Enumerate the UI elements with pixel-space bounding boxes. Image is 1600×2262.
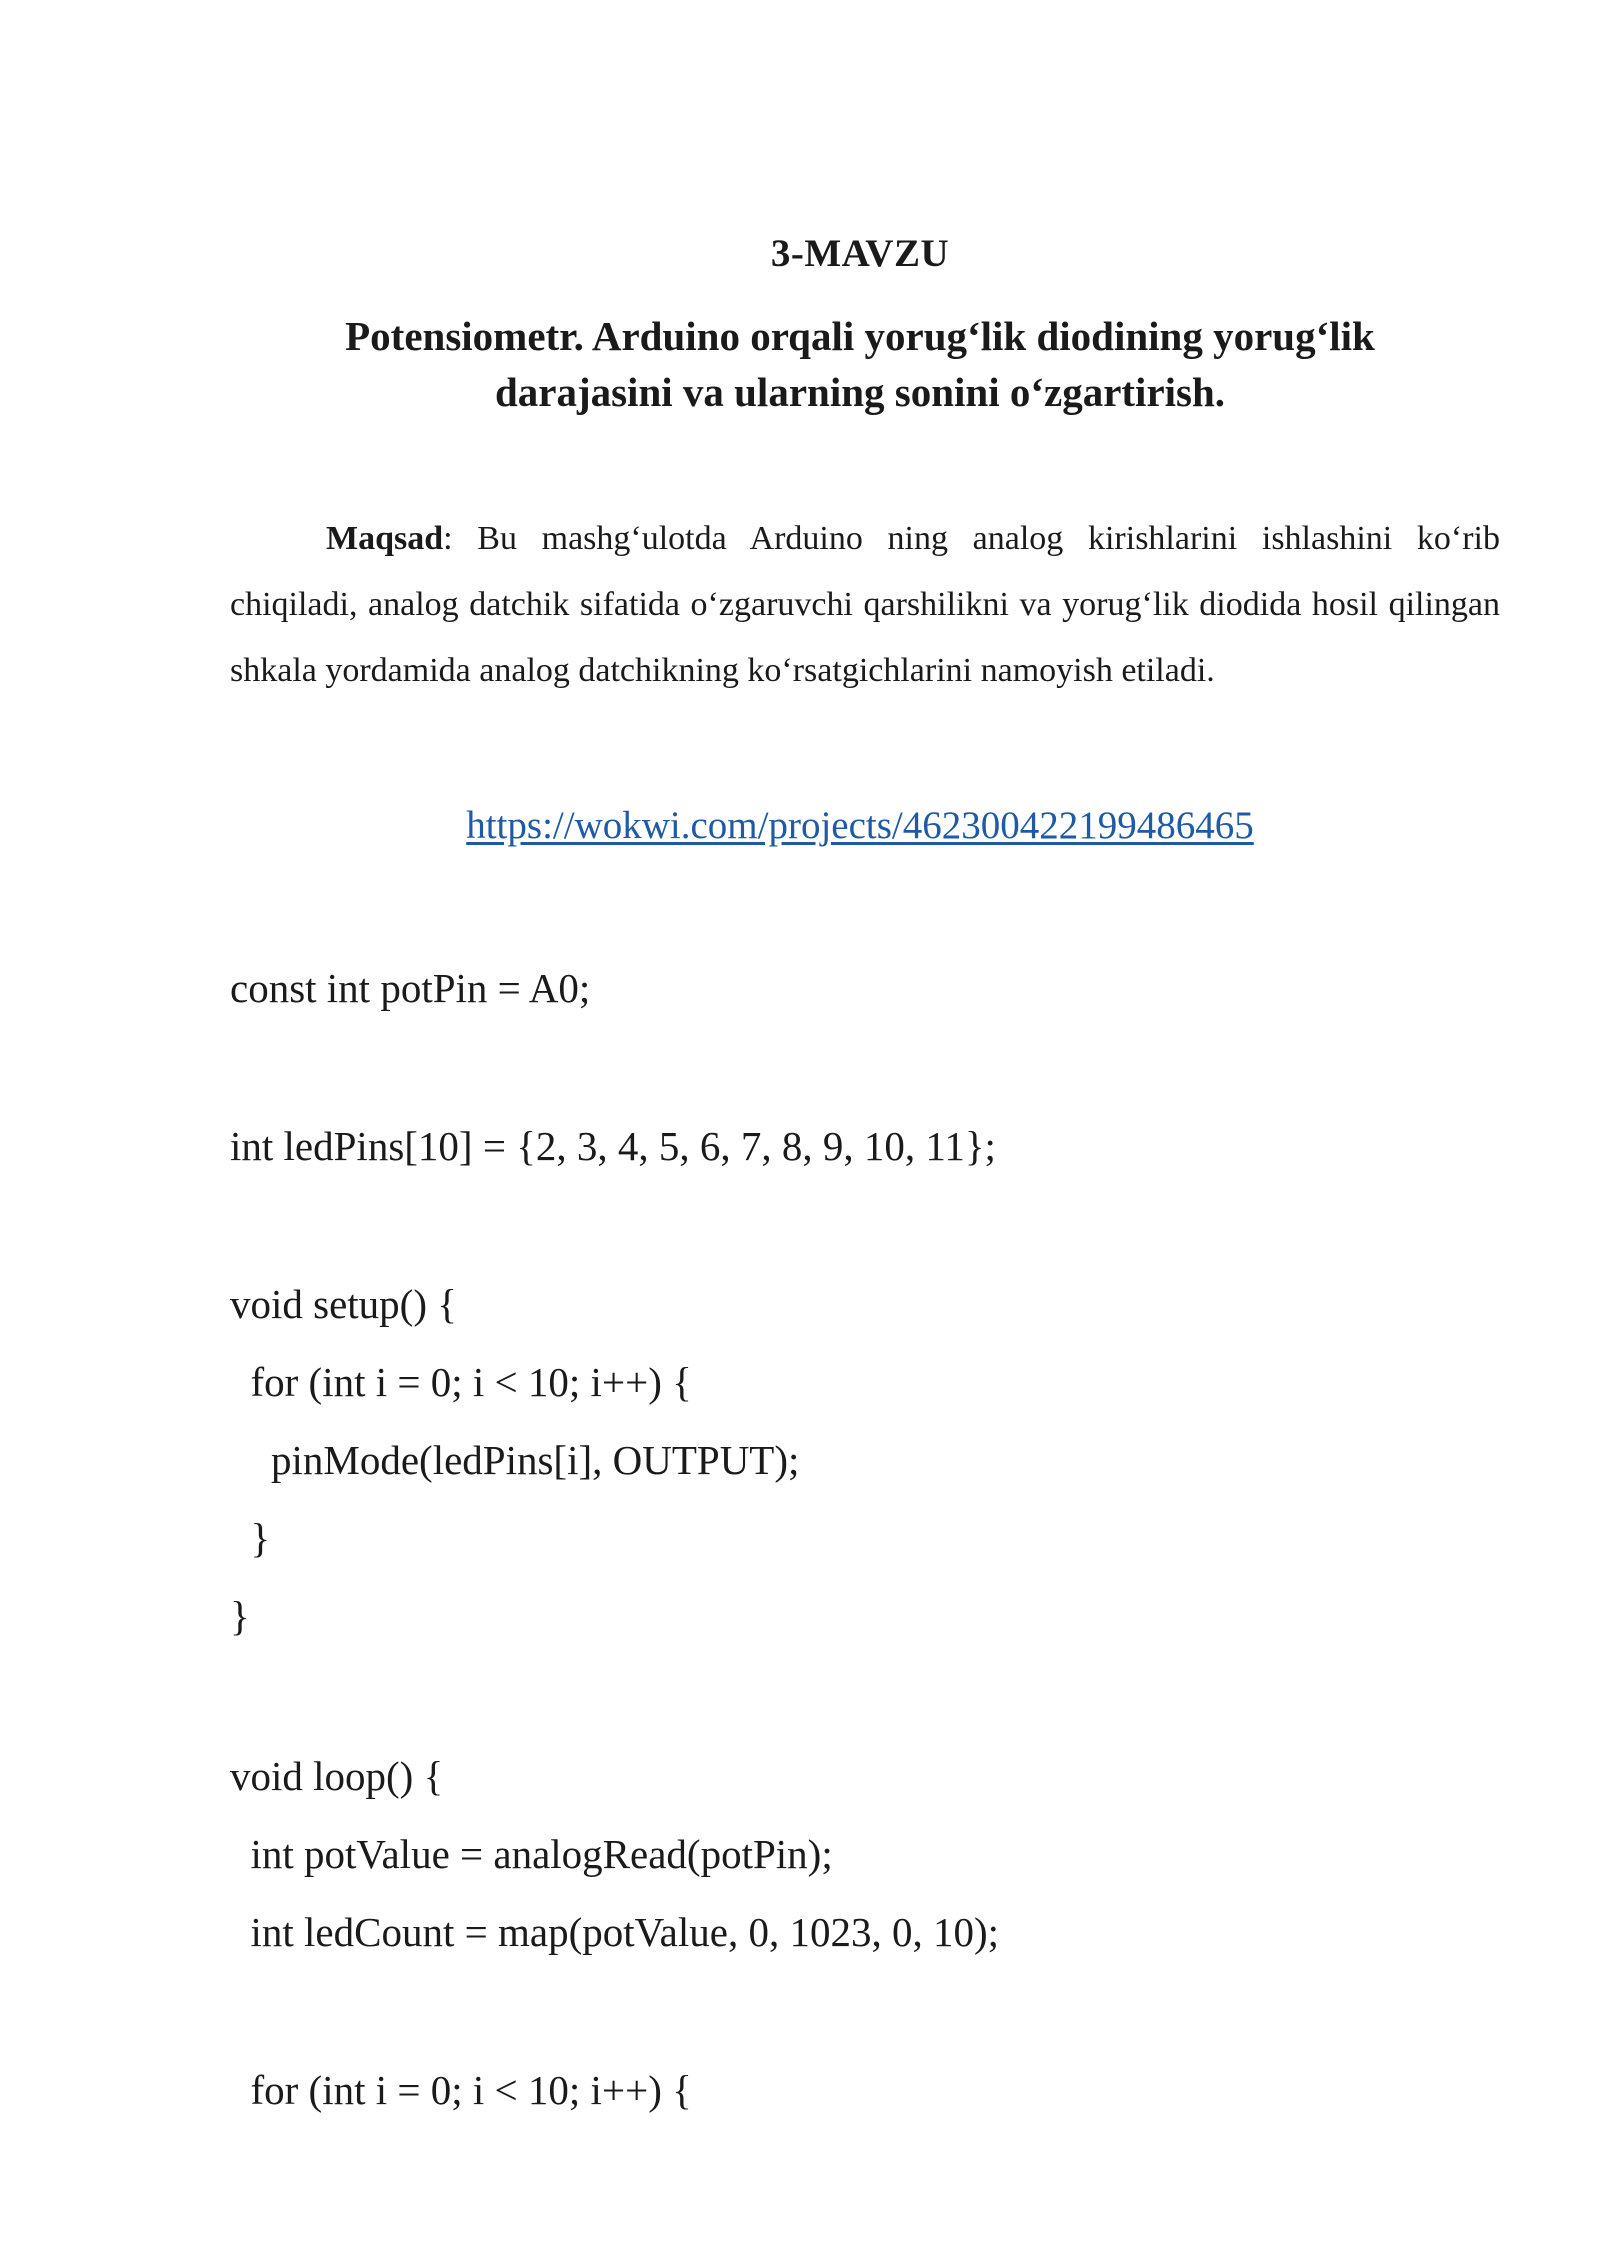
code-line-11: for (int i = 0; i < 10; i++) {: [230, 2067, 692, 2113]
code-line-7: }: [230, 1593, 250, 1639]
topic-number: 3-MAVZU: [770, 232, 950, 275]
lesson-title: [230, 308, 1490, 420]
code-line-3: void setup() {: [230, 1281, 457, 1327]
project-link-block: [0, 800, 1600, 852]
code-line-6: }: [230, 1515, 271, 1561]
code-line-10: int ledCount = map(potValue, 0, 1023, 0, 10);: [230, 1909, 1000, 1955]
aim-text: : Bu mashg‘ulotda Arduino ning analog kirishlarini ishlashini ko‘rib chiqiladi, analog datchik sifatida o‘zgaruvchi qarshilikni va yorug‘lik diodida hosil qilingan shkala yordamida analog datchikning ko‘rsatgichlarini namoyish etiladi.: [230, 520, 1500, 689]
aim-label: Maqsad: [326, 520, 444, 557]
lesson-title-line-2: darajasini va ularning sonini o‘zgartirish.: [494, 369, 1226, 415]
code-line-9: int potValue = analogRead(potPin);: [230, 1831, 833, 1877]
lesson-title-line-1: Potensiometr. Arduino orqali yorug‘lik diodining yorug‘lik: [345, 313, 1375, 359]
aim-paragraph: [230, 506, 1500, 704]
code-line-8: void loop() {: [230, 1753, 444, 1799]
code-line-4: for (int i = 0; i < 10; i++) {: [230, 1359, 692, 1405]
code-line-1: const int potPin = A0;: [230, 965, 591, 1011]
code-line-2: int ledPins[10] = {2, 3, 4, 5, 6, 7, 8, 9, 10, 11};: [230, 1123, 996, 1169]
code-line-5: pinMode(ledPins[i], OUTPUT);: [230, 1437, 800, 1483]
project-link[interactable]: https://wokwi.com/projects/462300422199486465: [466, 804, 1254, 847]
